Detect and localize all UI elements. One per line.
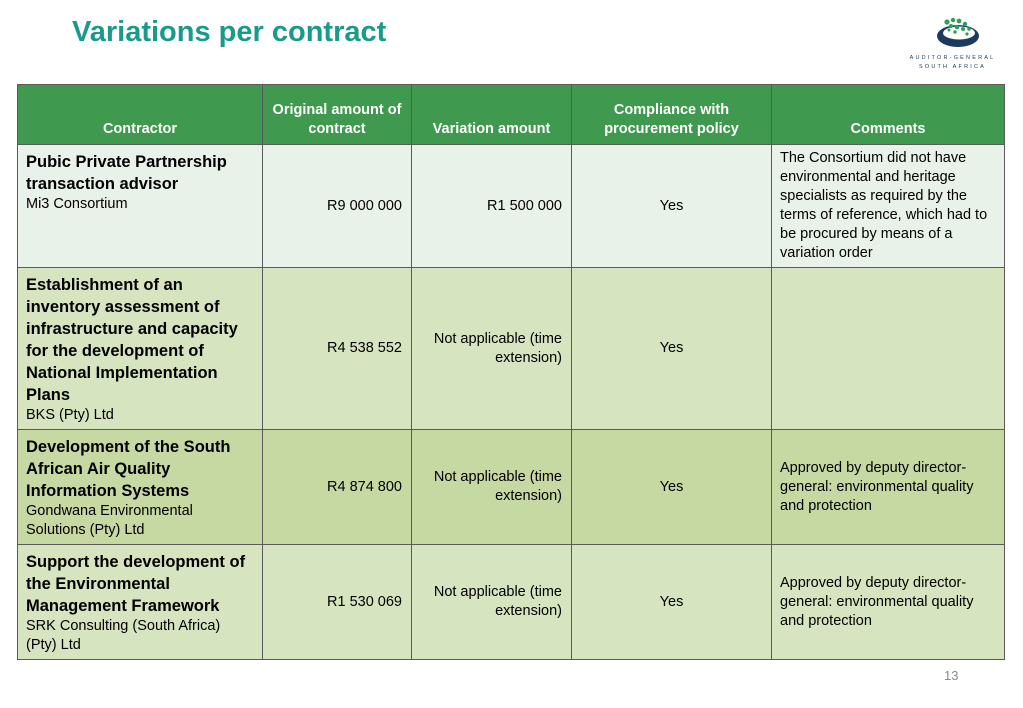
original-amount-cell: R4 538 552 [263, 268, 412, 430]
company-name: BKS (Pty) Ltd [26, 407, 114, 423]
comment-cell: Approved by deputy director-general: environmental quality and protection [772, 430, 1005, 545]
table-row [18, 268, 1005, 430]
variation-amount-cell: Not applicable (time extension) [412, 545, 572, 660]
original-amount-cell: R1 530 069 [263, 545, 412, 660]
compliance-cell: Yes [572, 268, 772, 430]
logo-text-line1: AUDITOR-GENERAL [909, 55, 996, 61]
variation-amount-cell: Not applicable (time extension) [412, 268, 572, 430]
company-name: SRK Consulting (South Africa) (Pty) Ltd [26, 618, 221, 653]
compliance-cell: Yes [572, 145, 772, 268]
slide-title: Variations per contract [72, 16, 387, 48]
contractor-cell [18, 145, 263, 268]
variation-amount-cell: Not applicable (time extension) [412, 430, 572, 545]
table-row [18, 545, 1005, 660]
project-name: Pubic Private Partnership transaction advisor [26, 153, 227, 193]
variation-amount-cell: R1 500 000 [412, 145, 572, 268]
logo-emblem-icon [905, 14, 1000, 52]
header-compliance: Compliance with procurement policy [572, 85, 772, 145]
contractor-cell [18, 545, 263, 660]
company-name: Gondwana Environmental Solutions (Pty) Ltd [26, 503, 193, 538]
company-name: Mi3 Consortium [26, 196, 128, 212]
page-number: 13 [944, 668, 959, 683]
header-comments: Comments [772, 85, 1005, 145]
original-amount-cell: R4 874 800 [263, 430, 412, 545]
original-amount-cell: R9 000 000 [263, 145, 412, 268]
comment-cell: The Consortium did not have environmental and heritage specialists as required by the terms of reference, which had to be procured by means of a variation order [772, 145, 1005, 268]
header-contractor: Contractor [18, 85, 263, 145]
logo-text-line2: SOUTH AFRICA [918, 64, 987, 70]
project-name: Support the development of the Environmental Management Framework [26, 553, 246, 615]
contractor-cell [18, 430, 263, 545]
table-header-row [18, 85, 1005, 145]
compliance-cell: Yes [572, 430, 772, 545]
contractor-cell [18, 268, 263, 430]
table-row [18, 430, 1005, 545]
auditor-general-logo [905, 14, 1000, 74]
header-variation-amount: Variation amount [412, 85, 572, 145]
project-name: Establishment of an inventory assessment of infrastructure and capacity for the development of National Implementation Plans [26, 276, 238, 404]
table-row [18, 145, 1005, 268]
variations-table [17, 84, 1005, 660]
compliance-cell: Yes [572, 545, 772, 660]
comment-cell: Approved by deputy director-general: environmental quality and protection [772, 545, 1005, 660]
header-original-amount: Original amount of contract [263, 85, 412, 145]
project-name: Development of the South African Air Quality Information Systems [26, 438, 231, 500]
comment-cell [772, 268, 1005, 430]
